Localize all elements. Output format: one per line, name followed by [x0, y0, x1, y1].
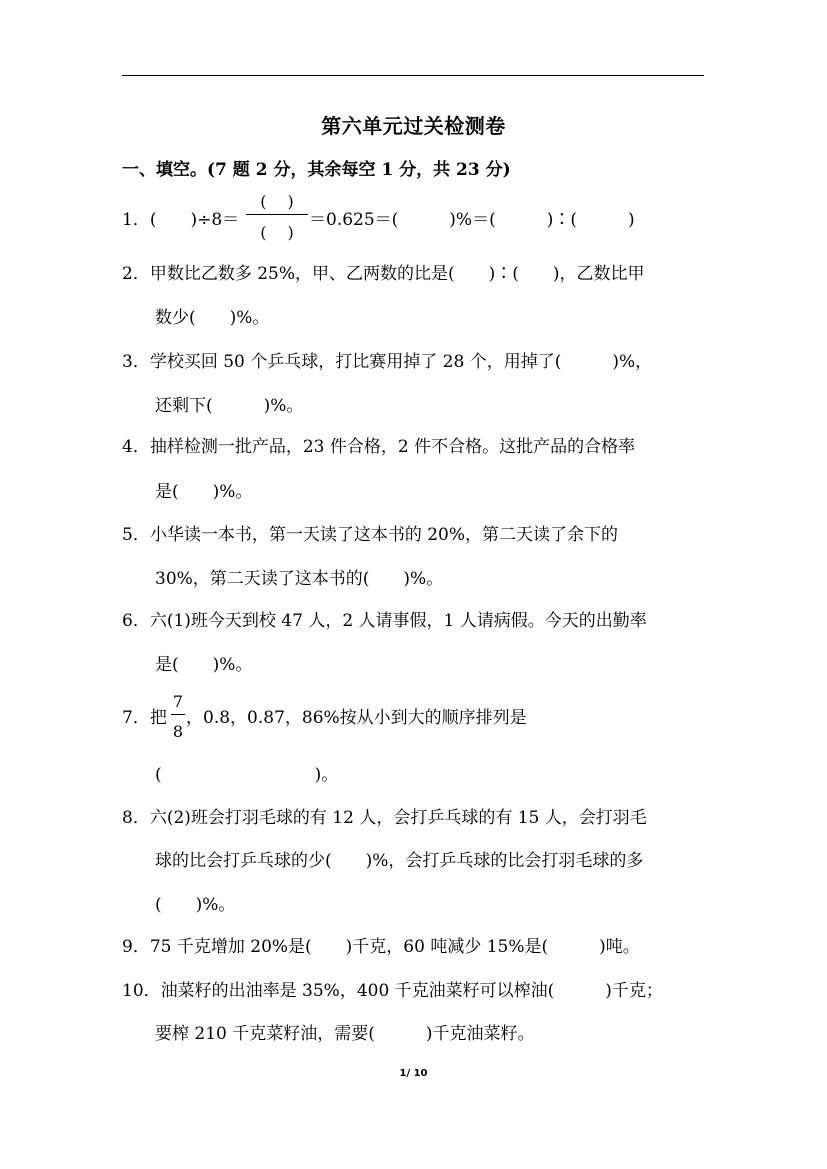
question-1-right: ＝0.625＝( )%＝( )∶( ): [309, 210, 635, 230]
question-4-line-2: 是( )%。: [155, 482, 253, 502]
page-title: 第六单元过关检测卷: [321, 114, 506, 138]
question-10-line-2: 要榨 210 千克菜籽油，需要( )千克油菜籽。: [155, 1024, 535, 1044]
section-heading: 一、填空。(7 题 2 分，其余每空 1 分，共 23 分): [122, 160, 511, 180]
question-9: 9．75 千克增加 20%是( )千克，60 吨减少 15%是( )吨。: [122, 937, 640, 957]
question-5-line-2: 30%，第二天读了这本书的( )%。: [155, 569, 444, 589]
question-7-line-2: ( )。: [155, 765, 339, 785]
question-3-line-2: 还剩下( )%。: [155, 396, 304, 416]
question-7-rest: ，0.8，0.87，86%按从小到大的顺序排列是: [186, 708, 527, 728]
question-8-line-3: ( )%。: [155, 895, 236, 915]
question-7-fraction-bar: [171, 714, 185, 715]
question-7-prefix: 7．把: [122, 708, 167, 728]
question-7-fraction-numerator: 7: [172, 692, 184, 711]
question-8-line-1: 8．六(2)班会打羽毛球的有 12 人，会打乒乓球的有 15 人，会打羽毛: [122, 808, 647, 828]
question-1-fraction-bar: [246, 214, 308, 215]
question-2-line-2: 数少( )%。: [155, 308, 270, 328]
question-6-line-1: 6．六(1)班今天到校 47 人，2 人请事假，1 人请病假。今天的出勤率: [122, 611, 647, 631]
question-7-fraction-denominator: 8: [172, 722, 184, 741]
question-1-fraction-numerator: ( ): [260, 192, 294, 211]
page-number: 1/ 10: [399, 1068, 428, 1079]
question-5-line-1: 5．小华读一本书，第一天读了这本书的 20%，第二天读了余下的: [122, 525, 619, 545]
question-1-fraction-denominator: ( ): [260, 223, 294, 242]
header-rule: [122, 75, 704, 76]
question-10-line-1: 10．油菜籽的出油率是 35%，400 千克油菜籽可以榨油( )千克；: [122, 981, 663, 1001]
question-6-line-2: 是( )%。: [155, 655, 253, 675]
question-4-line-1: 4．抽样检测一批产品，23 件合格，2 件不合格。这批产品的合格率: [122, 437, 636, 457]
question-8-line-2: 球的比会打乒乓球的少( )%，会打乒乓球的比会打羽毛球的多: [155, 851, 644, 871]
question-3-line-1: 3．学校买回 50 个乒乓球，打比赛用掉了 28 个，用掉了( )%，: [122, 352, 653, 372]
question-1-left: 1．( )÷8＝: [122, 210, 240, 230]
question-2-line-1: 2．甲数比乙数多 25%，甲、乙两数的比是( )∶( )，乙数比甲: [122, 264, 645, 284]
